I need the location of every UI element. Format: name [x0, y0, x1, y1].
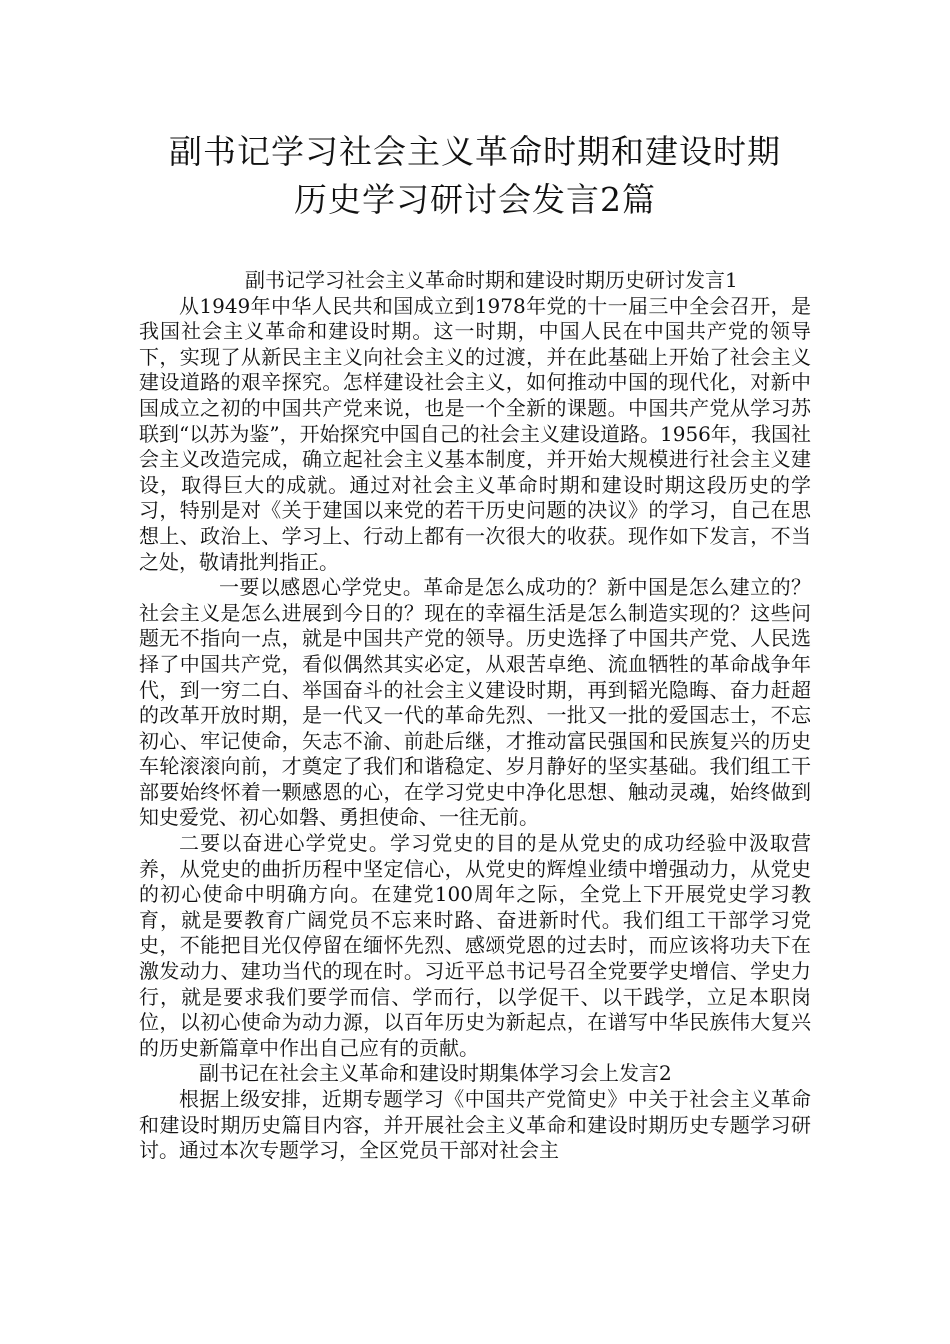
- paragraph-progress: 二要以奋进心学党史。学习党史的目的是从党史的成功经验中汲取营养，从党史的曲折历程中坚定信心，从党史的辉煌业绩中增强动力，从党史的初心使命中明确方向。在建党100周年之际，全党上下开展党史学习教育，就是要教育广阔党员不忘来时路、奋进新时代。我们组工干部学习党史，不能把目光仅停留在缅怀先烈、感颂党恩的过去时，而应该将功夫下在激发动力、建功当代的现在时。习近平总书记号召全党要学史增信、学史力行，就是要求我们要学而信、学而行，以学促干、以干践学，立足本职岗位，以初心使命为动力源，以百年历史为新起点，在谱写中华民族伟大复兴的历史新篇章中作出自己应有的贡献。: [139, 831, 811, 1060]
- section-heading-2: 副书记在社会主义革命和建设时期集体学习会上发言2: [199, 1061, 672, 1086]
- paragraph-intro: 从1949年中华人民共和国成立到1978年党的十一届三中全会召开，是我国社会主义革命和建设时期。这一时期，中国人民在中国共产党的领导下，实现了从新民主主义向社会主义的过渡，并在此基础上开始了社会主义建设道路的艰辛探究。怎样建设社会主义，如何推动中国的现代化，对新中国成立之初的中国共产党来说，也是一个全新的课题。中国共产党从学习苏联到“以苏为鉴”，开始探究中国自己的社会主义建设道路。1956年，我国社会主义改造完成，确立起社会主义基本制度，并开始大规模进行社会主义建设，取得巨大的成就。通过对社会主义革命时期和建设时期这段历史的学习，特别是对《关于建国以来党的若干历史问题的决议》的学习，自己在思想上、政治上、学习上、行动上都有一次很大的收获。现作如下发言，不当之处，敬请批判指正。: [139, 293, 811, 574]
- section-heading-1: 副书记学习社会主义革命时期和建设时期历史研讨发言1: [245, 268, 738, 292]
- title-line-1: 副书记学习社会主义革命时期和建设时期: [169, 132, 781, 171]
- paragraph-arrangement: 根据上级安排，近期专题学习《中国共产党简史》中关于社会主义革命和建设时期历史篇目内容，并开展社会主义革命和建设时期历史专题学习研讨。通过本次专题学习，全区党员干部对社会主: [139, 1087, 811, 1163]
- document-body: [139, 268, 811, 1164]
- document-title: [100, 128, 850, 224]
- title-line-2: 历史学习研讨会发言2篇: [294, 180, 656, 219]
- paragraph-gratitude: 一要以感恩心学党史。革命是怎么成功的？新中国是怎么建立的？社会主义是怎么进展到今日的？现在的幸福生活是怎么制造实现的？这些问题无不指向一点，就是中国共产党的领导。历史选择了中国共产党、人民选择了中国共产党，看似偶然其实必定，从艰苦卓绝、流血牺牲的革命战争年代，到一穷二白、举国奋斗的社会主义建设时期，再到韬光隐晦、奋力赶超的改革开放时期，是一代又一代的革命先烈、一批又一批的爱国志士，不忘初心、牢记使命，矢志不渝、前赴后继，才推动富民强国和民族复兴的历史车轮滚滚向前，才奠定了我们和谐稳定、岁月静好的坚实基础。我们组工干部要始终怀着一颗感恩的心，在学习党史中净化思想、触动灵魂，始终做到知史爱党、初心如磐、勇担使命、一往无前。: [139, 575, 811, 830]
